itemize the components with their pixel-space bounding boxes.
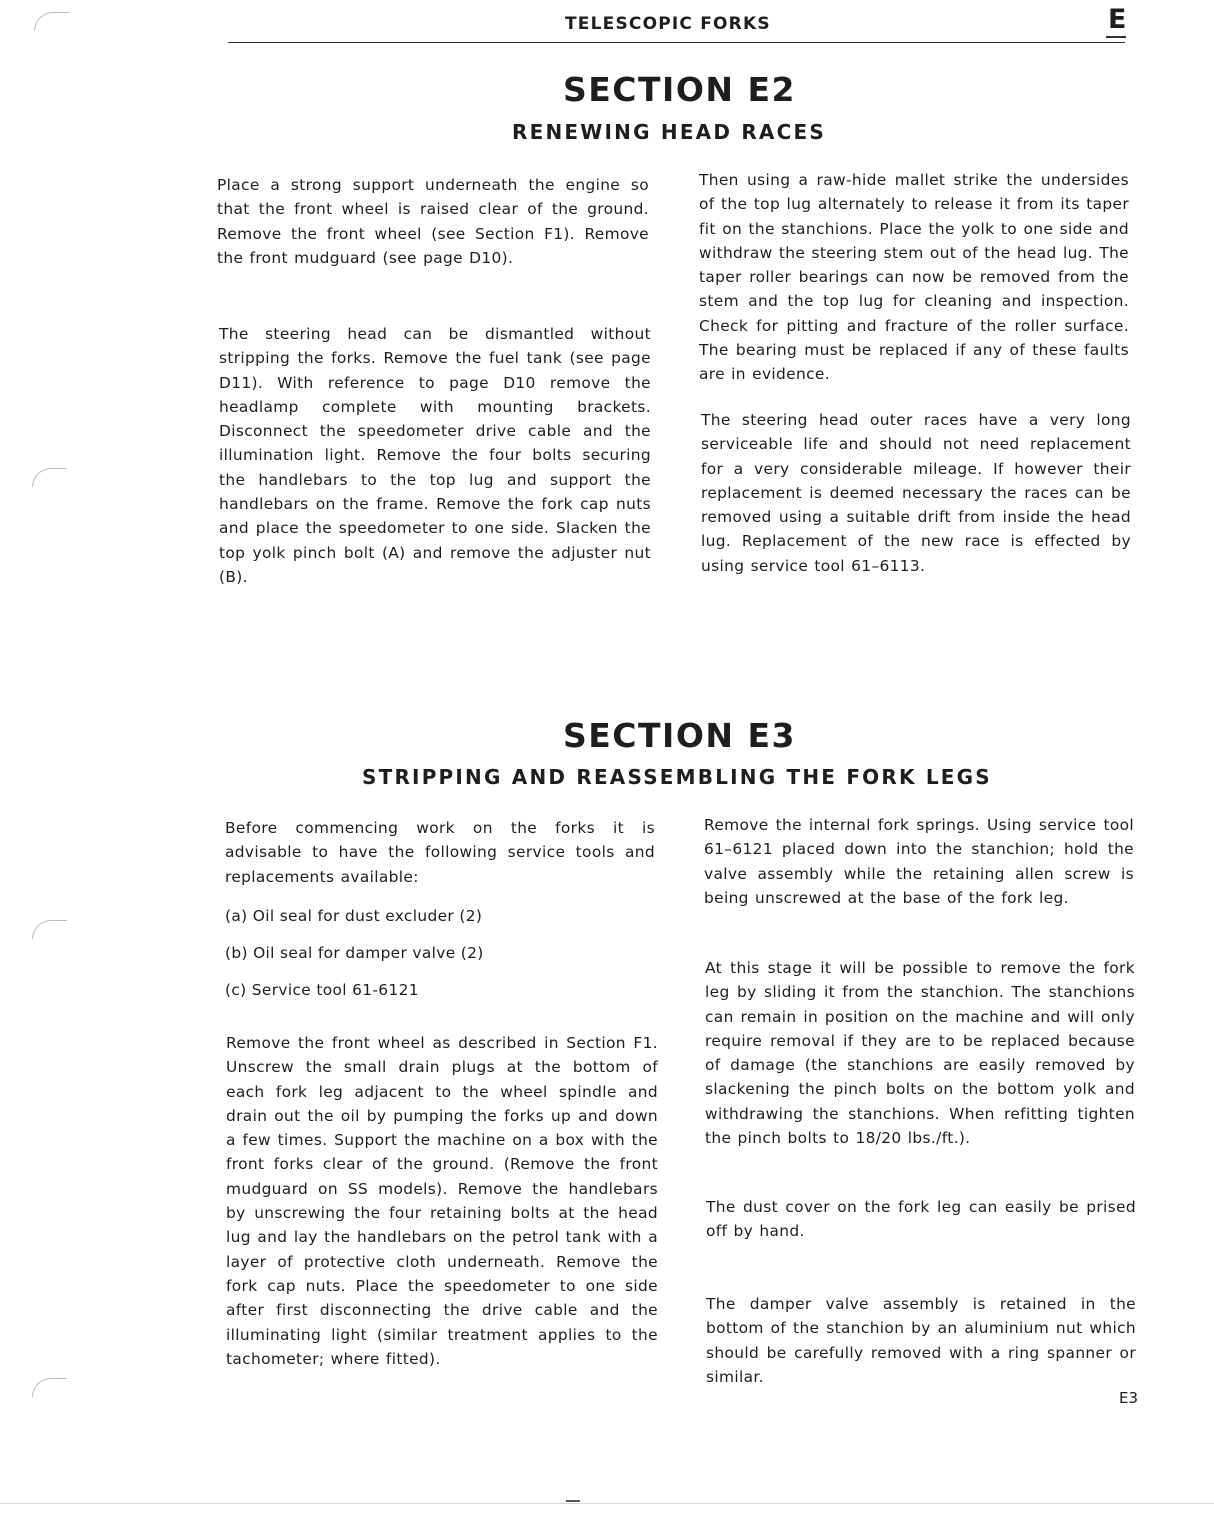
footer-rule [0,1503,1214,1504]
list-item: (b) Oil seal for damper valve (2) [225,944,484,962]
section-e2-title: SECTION E2 [563,70,796,109]
e3-right-paragraph-1: Remove the internal fork springs. Using service tool 61–6121 placed down into the stanchion; hold the valve assembly while the retaining allen screw is being unscrewed at the base of the fork leg. [704,816,1134,907]
page-number: E3 [1119,1389,1139,1407]
section-e3-subtitle: STRIPPING AND REASSEMBLING THE FORK LEGS [362,765,992,789]
section-letter: E [1108,4,1127,35]
e2-left-paragraph-2: The steering head can be dismantled without stripping the forks. Remove the fuel tank (see page D11). With reference to page D10 remove the headlamp complete with mounting brackets. Disconnect the speedometer drive cable and the illumination light. Remove the four bolts securing the handlebars to the top lug and support the handlebars on the frame. Remove the fork cap nuts and place the speedometer to one side. Slacken the top yolk pinch bolt (A) and remove the adjuster nut (B). [219,325,651,586]
header-rule [228,42,1125,43]
e3-right-paragraph-3: The dust cover on the fork leg can easily be prised off by hand. [706,1198,1136,1241]
e2-right-paragraph-1: Then using a raw-hide mallet strike the undersides of the top lug alternately to release it from its taper fit on the stanchions. Place the yolk to one side and withdraw the steering stem out of the head lug. The taper roller bearings can now be removed from the stem and the top lug for cleaning and inspection. Check for pitting and fracture of the roller surface. The bearing must be replaced if any of these faults are in evidence. [699,171,1129,384]
footer-mark [566,1500,580,1502]
scan-mark [34,12,69,31]
list-item: (a) Oil seal for dust excluder (2) [225,907,483,925]
section-e3-title: SECTION E3 [563,716,796,755]
e2-left-paragraph-1: Place a strong support underneath the engine so that the front wheel is raised clear of the ground. Remove the front wheel (see Section F1). Remove the front mudguard (see page D10). [217,176,649,267]
list-item: (c) Service tool 61-6121 [225,981,419,999]
scan-mark [32,920,67,939]
running-header-title: TELESCOPIC FORKS [565,14,771,34]
e3-left-paragraph: Remove the front wheel as described in Section F1. Unscrew the small drain plugs at the bottom of each fork leg adjacent to the wheel spindle and drain out the oil by pumping the forks up and down a few times. Support the machine on a box with the front forks clear of the ground. (Remove the front mudguard on SS models). Remove the handlebars by unscrewing the four retaining bolts at the head lug and lay the handlebars on the petrol tank with a layer of protective cloth underneath. Remove the fork cap nuts. Place the speedometer to one side after first disconnecting the drive cable and the illuminating light (similar treatment applies to the tachometer; where fitted). [226,1034,658,1368]
e3-right-paragraph-4: The damper valve assembly is retained in the bottom of the stanchion by an aluminium nut which should be carefully removed with a ring spanner or similar. [706,1295,1136,1386]
scan-mark [32,1378,67,1397]
e3-right-paragraph-2: At this stage it will be possible to remove the fork leg by sliding it from the stanchion. The stanchions can remain in position on the machine and will only require removal if they are to be replaced because of damage (the stanchions are easily removed by slackening the pinch bolts on the bottom yolk and withdrawing the stanchions. When refitting tighten the pinch bolts to 18/20 lbs./ft.). [705,959,1135,1148]
section-e2-subtitle: RENEWING HEAD RACES [512,120,826,144]
e3-intro-paragraph: Before commencing work on the forks it is advisable to have the following service tools and replacements available: [225,819,655,886]
section-letter-underline [1106,36,1126,38]
scan-mark [32,468,67,487]
e2-right-paragraph-2: The steering head outer races have a very long serviceable life and should not need replacement for a very considerable mileage. If however their replacement is deemed necessary the races can be removed using a suitable drift from inside the head lug. Replacement of the new race is effected by using service tool 61–6113. [701,411,1131,575]
